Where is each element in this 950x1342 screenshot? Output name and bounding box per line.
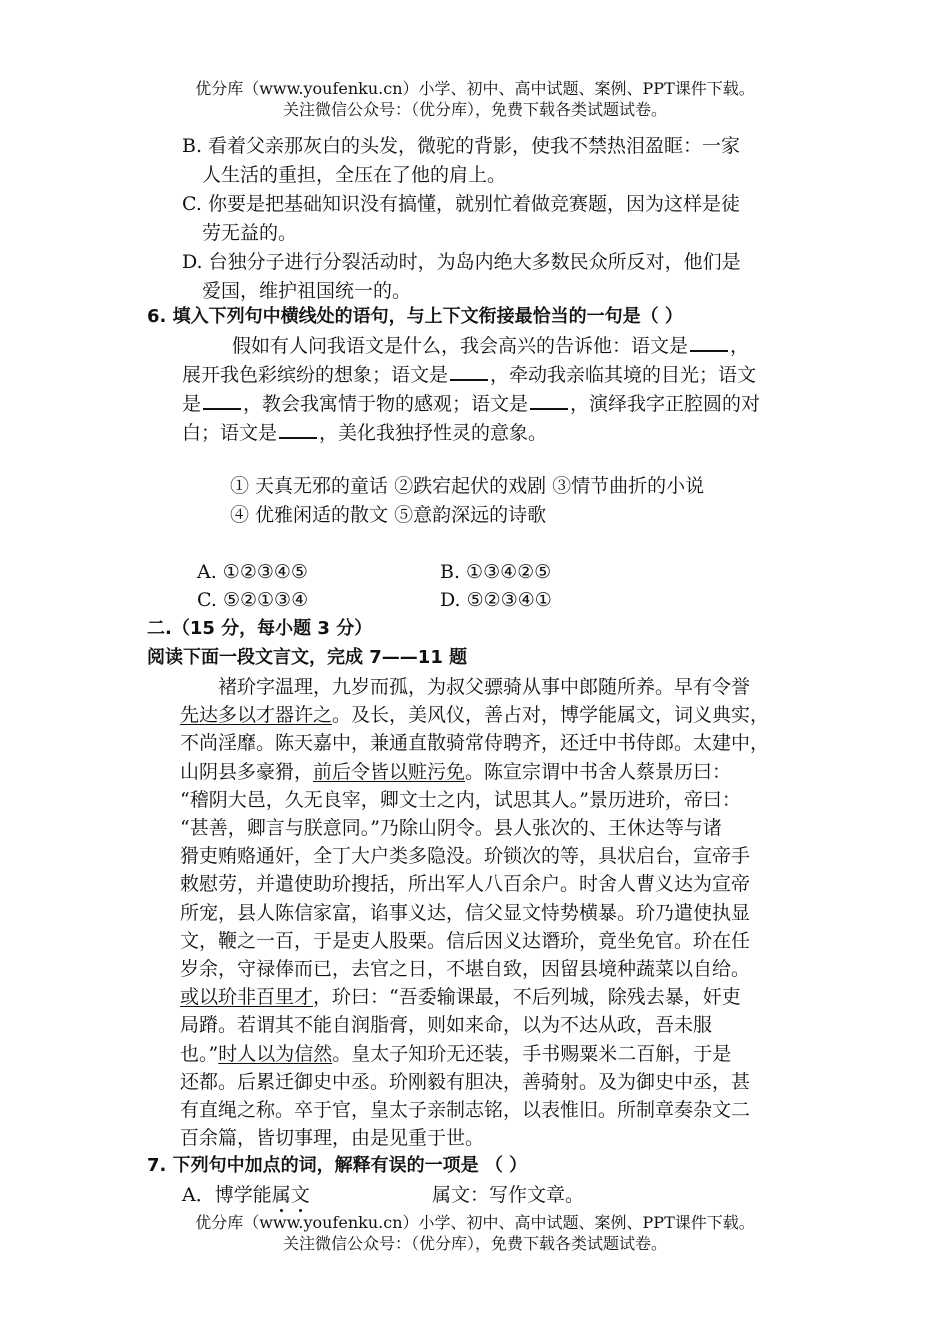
passage-line xyxy=(180,701,769,729)
passage-line: “稽阴大邑，久无良宰，卿文士之内，试思其人。”景历进玠，帝曰： xyxy=(180,788,741,811)
q6-blank-2 xyxy=(450,365,488,381)
q6-blank-4 xyxy=(530,394,568,410)
q5-options xyxy=(182,132,741,306)
section2-heading: 二.（15 分，每小题 3 分） xyxy=(147,618,373,639)
q6-blank-5 xyxy=(279,423,317,439)
passage-line: 所宠，县人陈信家富，谄事义达，信父显文恃势横暴。玠乃遣使执显 xyxy=(180,901,751,924)
q6-line-1 xyxy=(182,332,760,361)
passage-line: 岁余，守禄俸而已，去官之日，不堪自致，因留县境种蔬菜以自给。 xyxy=(180,958,751,981)
header-line-1: 优分库（www.youfenku.cn）小学、初中、高中试题、案例、PPT课件下载。 xyxy=(195,79,755,98)
underlined-phrase: 或以玠非百里才 xyxy=(180,986,314,1009)
q7-title: 7. 下列句中加点的词，解释有误的一项是 （ ） xyxy=(147,1155,528,1176)
underlined-phrase: 前后令皆以赃污免 xyxy=(313,760,466,783)
passage-text: 。及长，美风仪，善占对，博学能属文，词义典实， xyxy=(332,704,770,727)
q6-line-4 xyxy=(182,419,760,448)
footer-line-2: 关注微信公众号：（优分库），免费下载各类试题试卷。 xyxy=(282,1234,667,1253)
q6-passage xyxy=(182,332,760,448)
q6-items-line-2: ④ 优雅闲适的散文 ⑤意韵深远的诗歌 xyxy=(230,504,547,526)
q5-option-c-line1: C. 你要是把基础知识没有搞懂，就别忙着做竞赛题，因为这样是徒 xyxy=(182,193,740,215)
passage-line xyxy=(180,983,769,1011)
q6-line-2 xyxy=(182,361,760,390)
header-line-2: 关注微信公众号：（优分库），免费下载各类试题试卷。 xyxy=(282,100,667,119)
q6-text: 白；语文是 xyxy=(182,422,278,444)
page-footer xyxy=(0,1212,950,1254)
q6-items-line-1: ① 天真无邪的童话 ②跌宕起伏的戏剧 ③情节曲折的小说 xyxy=(230,475,705,497)
q5-option-b-line2: 人生活的重担，全压在了他的肩上。 xyxy=(202,164,507,186)
footer-line-1: 优分库（www.youfenku.cn）小学、初中、高中试题、案例、PPT课件下载。 xyxy=(195,1213,755,1232)
passage xyxy=(180,673,769,1152)
q6-text: 假如有人问我语文是什么，我会高兴的告诉他：语文是 xyxy=(232,335,689,357)
section2-instruction: 阅读下面一段文言文，完成 7——11 题 xyxy=(147,647,468,668)
q7-option-a xyxy=(182,1181,310,1209)
passage-line: “甚善，卿言与朕意同。”乃除山阴令。县人张次的、王休达等与诸 xyxy=(180,817,722,840)
q6-text: ，牵动我亲临其境的目光；语文 xyxy=(490,364,757,386)
passage-text: 山阴县多豪猾， xyxy=(180,760,314,783)
page-header xyxy=(0,78,950,120)
q6-option-d: D. ⑤②③④① xyxy=(440,589,552,611)
q6-line-3 xyxy=(182,390,760,419)
q6-text: ，教会我寓情于物的感观；语文是 xyxy=(243,393,529,415)
q7-option-a-explanation: 属文：写作文章。 xyxy=(432,1184,585,1206)
q5-option-d-line1: D. 台独分子进行分裂活动时，为岛内绝大多数民众所反对，他们是 xyxy=(182,251,741,273)
q6-title: 6. 填入下列句中横线处的语句，与上下文衔接最恰当的一句是（ ） xyxy=(147,306,683,327)
passage-line: 敕慰劳，并遣使助玠搜括，所出军人八百余户。时舍人曹义达为宣帝 xyxy=(180,873,751,896)
passage-line: 有直绳之称。卒于官，皇太子亲制志铭，以表惟旧。所制章奏杂文二 xyxy=(180,1099,751,1122)
q5-option-d-line2: 爱国，维护祖国统一的。 xyxy=(202,280,412,302)
passage-line: 不尚淫靡。陈天嘉中，兼通直散骑常侍聘齐，还迁中书侍郎。太建中， xyxy=(180,732,770,755)
passage-line: 局蹐。若谓其不能自润脂膏，则如来命，以为不达从政，吾未服 xyxy=(180,1014,713,1037)
q6-text: ，演绎我字正腔圆的对 xyxy=(570,393,761,415)
passage-text: 也。” xyxy=(180,1042,219,1065)
passage-line: 百余篇，皆切事理，由是见重于世。 xyxy=(180,1127,485,1150)
passage-line xyxy=(180,1040,769,1068)
passage-text: ，玠曰：“吾委输课最，不后列城，除残去暴，奸吏 xyxy=(313,986,741,1009)
q6-blank-1 xyxy=(690,336,728,352)
passage-line: 猾吏贿赂通奸，全丁大户类多隐没。玠锁次的等，具状启台，宣帝手 xyxy=(180,845,751,868)
q5-option-b-line1: B. 看着父亲那灰白的头发，微驼的背影，使我不禁热泪盈眶：一家 xyxy=(182,135,741,157)
passage-line xyxy=(180,758,769,786)
passage-line: 还都。后累迁御史中丞。玠刚毅有胆决，善骑射。及为御史中丞，甚 xyxy=(180,1070,751,1093)
q5-option-c-line2: 劳无益的。 xyxy=(202,222,298,244)
q6-option-c: C. ⑤②①③④ xyxy=(197,589,309,611)
passage-line: 文，鞭之一百，于是吏人股栗。信后因义达谮玠，竟坐免官。玠在任 xyxy=(180,929,751,952)
q6-items xyxy=(230,472,704,530)
q6-text: ， xyxy=(730,335,750,357)
q6-text: ，美化我独抒性灵的意象。 xyxy=(319,422,548,444)
q6-text: 是 xyxy=(182,393,202,415)
passage-text: 。皇太子知玠无还装，手书赐粟米二百斛，于是 xyxy=(332,1042,732,1065)
q6-option-b: B. ①③④②⑤ xyxy=(440,561,552,583)
q6-text: 展开我色彩缤纷的想象；语文是 xyxy=(182,364,449,386)
underlined-phrase: 时人以为信然 xyxy=(218,1042,333,1065)
q6-option-a: A. ①②③④⑤ xyxy=(197,561,308,583)
q7-option-a-text: A．博学能 xyxy=(182,1184,272,1206)
q6-blank-3 xyxy=(203,394,241,410)
passage-line: 褚玠字温理，九岁而孤，为叔父骠骑从事中郎随所养。早有令誉 xyxy=(218,676,751,698)
underlined-phrase: 先达多以才器许之 xyxy=(180,704,333,727)
dotted-char: 文 xyxy=(290,1184,310,1206)
dotted-char: 属 xyxy=(271,1184,291,1206)
passage-text: 。陈宣宗谓中书舍人蔡景历曰： xyxy=(465,760,732,783)
